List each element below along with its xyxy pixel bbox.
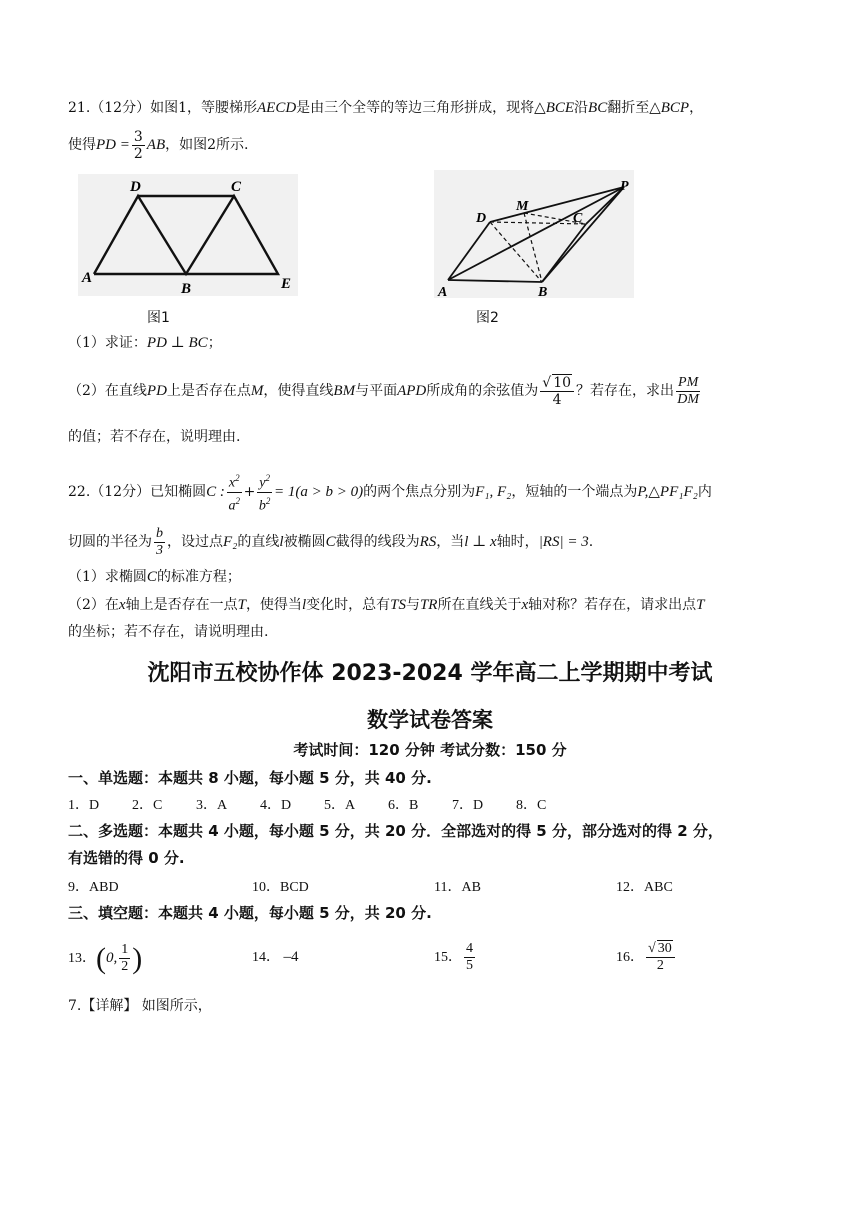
answer-item: 11．AB xyxy=(434,880,481,895)
fig1-label-a: A xyxy=(82,270,93,286)
answer-item: 4．D xyxy=(260,798,292,813)
triangle-pf1f2: P,△PF₁F₂ xyxy=(637,484,698,501)
frac-den: 2 xyxy=(133,145,143,162)
q21-text: 21.（12分）如图1，等腰梯形 xyxy=(68,100,257,116)
q22-text: . xyxy=(588,534,594,550)
q21-text: ，如图2所示. xyxy=(165,137,249,153)
rs-length: |RS| = 3 xyxy=(538,534,589,550)
figure-1-diagram xyxy=(78,174,298,296)
q21-text: 翻折至 xyxy=(607,100,650,116)
b-var: b xyxy=(258,498,266,514)
radius-fraction xyxy=(154,526,165,559)
segment-bc: BC xyxy=(588,100,608,116)
y-var: y xyxy=(259,475,266,491)
answer-label: 14． xyxy=(252,950,280,965)
exam-meta: 考试时间：120 分钟 考试分数：150 分 xyxy=(293,741,567,759)
line-bm: BM xyxy=(333,383,356,399)
point-t: T xyxy=(237,597,246,613)
q22-text: 截得的线段为 xyxy=(335,534,420,550)
x-var: x xyxy=(228,475,236,491)
fill-answer-16 xyxy=(616,936,677,980)
q22-text: 的两个焦点分别为 xyxy=(363,484,476,501)
q22-text: 轴对称？若存在，请求出点 xyxy=(528,597,697,613)
answer-item: 5．A xyxy=(324,798,356,813)
q22-text: 22.（12分）已知椭圆 xyxy=(68,484,207,501)
eq-one: = 1 xyxy=(274,484,296,501)
answer-label: 13． xyxy=(68,951,96,966)
q21-text: 与平面 xyxy=(355,383,398,399)
answer-fraction xyxy=(464,941,475,974)
fig2-label-c: C xyxy=(573,211,583,226)
q22-text: ，短轴的一个端点为 xyxy=(511,484,638,501)
q21-text: ； xyxy=(207,335,222,351)
q22-text: 所在直线关于 xyxy=(437,597,522,613)
q22-text: 轴时， xyxy=(496,534,539,550)
q22-line2 xyxy=(68,522,593,562)
ratio-fraction xyxy=(676,375,700,408)
figure-2-diagram xyxy=(434,170,634,298)
answer-subtitle: 数学试卷答案 xyxy=(367,708,493,732)
frac-den: 2 xyxy=(656,958,664,974)
section-multi-choice: 二、多选题：本题共 4 小题，每小题 5 分，共 20 分．全部选对的得 5 分，部分选对的得 2 分， xyxy=(68,822,723,840)
fig2-label-b: B xyxy=(538,285,548,298)
answer-title: 沈阳市五校协作体 2023-2024 学年高二上学期期中考试 xyxy=(147,661,713,686)
trapezoid-name: AECD xyxy=(257,100,297,116)
answer-label: 16． xyxy=(616,950,644,965)
x-over-a: $\frac{x^2}{a^2}$ xyxy=(227,470,242,514)
q21-part2 xyxy=(68,371,702,411)
focus-f2: F₂ xyxy=(223,534,238,550)
q21-line2 xyxy=(68,128,248,162)
detail-heading: 7.【详解】 如图所示， xyxy=(68,998,212,1014)
answer-item: 2．C xyxy=(132,798,163,813)
interval-start: 0, xyxy=(106,950,118,966)
figure-1 xyxy=(78,174,298,296)
q22-text: （1）求椭圆 xyxy=(68,569,147,585)
frac-num: 1 xyxy=(121,942,129,958)
fill-answer-15 xyxy=(434,936,477,980)
q22-text: 被椭圆 xyxy=(283,534,326,550)
fig2-label-m: M xyxy=(516,199,529,214)
q22-text: 变化时，总有 xyxy=(306,597,391,613)
q21-text: 沿 xyxy=(574,100,589,116)
ratio-num: PM xyxy=(678,374,699,390)
ratio-den: DM xyxy=(677,391,700,407)
q22-line1: 22.（12分）已知椭圆C : $\frac{x^2}{a^2}$ + $\frac{y^2}{b^2}$ = 1(a > b > 0)的两个焦点分别为F₁, F₂，短轴的一个端点为P,△PF₁F₂内 xyxy=(68,470,712,514)
q22-text: 的直线 xyxy=(237,534,280,550)
fig2-label-d: D xyxy=(476,211,487,226)
q22-text: ，当 xyxy=(436,534,465,550)
q21-text: （1）求证： xyxy=(68,335,147,351)
perp-statement: PD ⊥ BC xyxy=(146,335,208,351)
q21-line1 xyxy=(68,98,703,118)
frac-num: 4 xyxy=(466,941,473,957)
fig1-label-b: B xyxy=(181,281,192,296)
fill-answer-13: 13．(0, $\frac{1}{2}$ ) xyxy=(68,941,143,975)
line-l: l xyxy=(279,534,284,550)
q22-text: ，设过点 xyxy=(167,534,223,550)
a-var: a xyxy=(228,498,236,514)
frac-den: 5 xyxy=(466,958,473,974)
fill-answer-14 xyxy=(252,946,299,966)
radius-num: b xyxy=(156,525,163,541)
segment-ab: AB xyxy=(146,137,166,153)
triangle-bcp: △BCP xyxy=(649,100,690,116)
cos-den: 4 xyxy=(552,391,562,408)
y-over-b: $\frac{y^2}{b^2}$ xyxy=(257,470,272,514)
sqrt-value: 30 xyxy=(657,941,672,957)
q21-text: 上是否存在点 xyxy=(166,383,251,399)
cos-num: 10 xyxy=(553,374,572,391)
fig2-label-a: A xyxy=(438,285,448,298)
fig1-label-e: E xyxy=(281,276,292,292)
answer-item: 10．BCD xyxy=(252,880,309,895)
q22-text: ，使得当 xyxy=(245,597,302,613)
q22-text: 切圆的半径为 xyxy=(68,534,152,550)
answer-item: 7．D xyxy=(452,798,484,813)
q22-part2-cont: 的坐标；若不存在，请说明理由. xyxy=(68,624,269,640)
answer-label: 15． xyxy=(434,950,462,965)
q21-text: 使得 xyxy=(68,137,96,153)
frac-num: 3 xyxy=(133,128,143,145)
triangle-bce: △BCE xyxy=(534,100,575,116)
answer-item: 3．A xyxy=(196,798,228,813)
foci: F₁, F₂ xyxy=(475,484,512,501)
q21-text: （2）在直线 xyxy=(68,383,147,399)
figure-2 xyxy=(434,170,634,298)
pd-equation: PD = xyxy=(96,137,130,153)
q21-text: 所成角的余弦值为 xyxy=(426,383,539,399)
l-perp-x: l ⊥ x xyxy=(464,534,497,550)
ellipse-name: C : xyxy=(206,484,225,501)
ellipse-c: C xyxy=(146,569,157,585)
condition: (a > b > 0) xyxy=(295,484,364,501)
frac-den: 2 xyxy=(121,959,129,975)
q21-text: ？若存在，求出 xyxy=(576,383,675,399)
q21-text: ，使得直线 xyxy=(263,383,334,399)
q22-text: （2）在 xyxy=(68,597,119,613)
q22-text: 轴上是否存在一点 xyxy=(125,597,238,613)
radius-den: 3 xyxy=(156,542,163,558)
q22-text: 的标准方程； xyxy=(156,569,241,585)
q22-text: 与 xyxy=(405,597,420,613)
section-fill-in: 三、填空题：本题共 4 小题，每小题 5 分，共 20 分. xyxy=(68,904,432,922)
line-ts: TS xyxy=(390,597,406,613)
answer-value: –4 xyxy=(283,949,299,965)
fig1-label-c: C xyxy=(231,179,242,195)
q21-text: ， xyxy=(689,100,704,116)
point-t: T xyxy=(696,597,705,613)
q21-text: 是由三个全等的等边三角形拼成，现将 xyxy=(296,100,535,116)
line-l: l xyxy=(301,597,307,613)
q22-text: 内 xyxy=(697,484,712,501)
segment-rs: RS xyxy=(419,534,437,550)
q22-part2 xyxy=(68,595,704,615)
cos-fraction: $\frac{√ 10}{4}$ xyxy=(540,375,574,408)
interval-end-fraction xyxy=(119,942,130,975)
answer-item: 9．ABD xyxy=(68,880,119,895)
figure-2-caption: 图2 xyxy=(476,310,499,326)
fig2-label-p: P xyxy=(620,179,629,194)
x-axis: x xyxy=(521,597,529,613)
answer-item: 6．B xyxy=(388,798,419,813)
line-tr: TR xyxy=(419,597,438,613)
ellipse-c: C xyxy=(325,534,336,550)
fraction-three-halves xyxy=(132,129,145,162)
answer-item: 8．C xyxy=(516,798,547,813)
line-pd: PD xyxy=(146,383,167,399)
fig1-label-d: D xyxy=(130,179,141,195)
figure-1-caption: 图1 xyxy=(147,310,170,326)
answer-item: 1．D xyxy=(68,798,100,813)
q21-part1 xyxy=(68,333,222,353)
q21-part2-cont: 的值；若不存在，说明理由. xyxy=(68,429,241,445)
section-single-choice: 一、单选题：本题共 8 小题，每小题 5 分，共 40 分. xyxy=(68,769,432,787)
answer-fraction: $\frac{√ 30}{2}$ xyxy=(646,941,675,974)
plane-apd: APD xyxy=(397,383,427,399)
x-axis: x xyxy=(118,597,126,613)
q22-part1 xyxy=(68,567,241,587)
point-m: M xyxy=(250,383,264,399)
section-multi-choice-cont: 有选错的得 0 分. xyxy=(68,849,185,867)
answer-item: 12．ABC xyxy=(616,880,673,895)
